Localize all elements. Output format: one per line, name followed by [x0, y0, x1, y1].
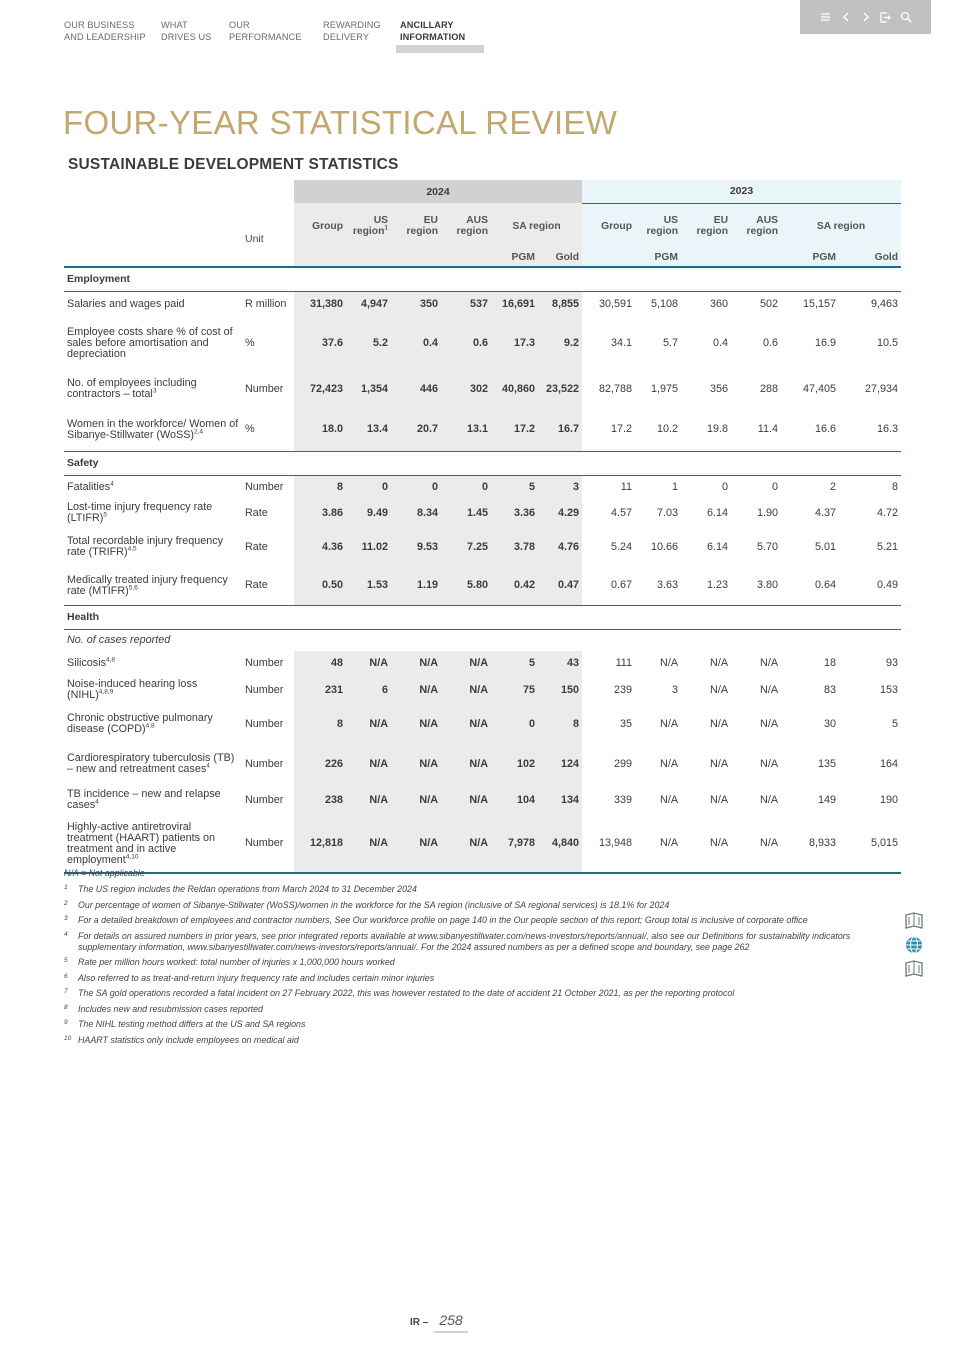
- cell: 6.14: [707, 540, 729, 553]
- row-label: Cardiorespiratory tuberculosis (TB) – new and retreatment cases$^4$: [67, 752, 235, 775]
- cell: 75: [491, 675, 538, 705]
- cell: 18.0: [294, 409, 346, 451]
- col-sa-region: SA region: [781, 203, 901, 249]
- cell: 0.6: [441, 317, 491, 369]
- cell: 4.76: [538, 527, 582, 567]
- cell: N/A: [710, 656, 729, 669]
- page-title: FOUR-YEAR STATISTICAL REVIEW: [63, 104, 618, 141]
- nav-our-performance[interactable]: [229, 19, 323, 43]
- footnote: 7 The SA gold operations recorded a fatal incident on 27 February 2022, this was however restated to the date of accident 21 October 2021, as per the reporting protocol: [64, 988, 735, 998]
- row-unit: Rate: [245, 506, 268, 519]
- table-row: [64, 743, 901, 785]
- cell: 3.63: [657, 579, 679, 592]
- cell: N/A: [391, 651, 441, 675]
- cell: 17.2: [491, 409, 538, 451]
- row-label: Highly-active antiretroviral treatment (HAART) patients on treatment and in active employment$^{4,10}$: [64, 815, 242, 873]
- row-label: Chronic obstructive pulmonary disease (COPD)$^{4,8}$: [67, 712, 213, 735]
- cell: 4,947: [346, 291, 391, 317]
- cell: 20.7: [391, 409, 441, 451]
- cell: 11: [620, 480, 633, 493]
- footnote: 10 HAART statistics only include employees on medical aid: [64, 1034, 299, 1045]
- row-unit: Rate: [245, 540, 268, 553]
- chevron-right-icon[interactable]: [858, 8, 874, 26]
- cell: 9.2: [538, 317, 582, 369]
- cell: N/A: [346, 743, 391, 785]
- cell: 8: [294, 705, 346, 743]
- row-unit: Rate: [245, 579, 268, 592]
- toolbar: [800, 0, 931, 34]
- cell: 1,975: [650, 382, 679, 395]
- cell: 1,354: [346, 369, 391, 409]
- table-row: [64, 651, 901, 675]
- cell: 0: [772, 480, 779, 493]
- cell: 48: [294, 651, 346, 675]
- col-gold: Gold: [839, 249, 901, 267]
- cell: 5.80: [441, 567, 491, 605]
- cell: 23,522: [538, 369, 582, 409]
- cell: 164: [880, 757, 899, 770]
- cell: 4.37: [815, 506, 837, 519]
- cell: 350: [391, 291, 441, 317]
- cell: 30,591: [598, 297, 633, 310]
- cell: 34.1: [611, 336, 633, 349]
- cell: 13.1: [441, 409, 491, 451]
- footnote: 2 Our percentage of women of Sibanye-Stillwater (WoSS)/women in the workforce for the SA region (inclusive of SA regional services) is 18.1% for 2024: [64, 899, 670, 910]
- col-group: Group: [294, 203, 346, 249]
- cell: 5: [491, 475, 538, 499]
- cell: 339: [614, 793, 633, 806]
- cell: 302: [441, 369, 491, 409]
- cell: N/A: [441, 815, 491, 873]
- cell: 0: [391, 475, 441, 499]
- page-number: 258: [434, 1312, 467, 1333]
- cell: 0: [441, 475, 491, 499]
- cell: N/A: [441, 675, 491, 705]
- cell: 1.45: [441, 499, 491, 527]
- cell: N/A: [710, 683, 729, 696]
- cell: 226: [294, 743, 346, 785]
- cell: 299: [614, 757, 633, 770]
- menu-icon[interactable]: [818, 8, 834, 26]
- cell: N/A: [441, 651, 491, 675]
- col-us-region: US region$^1$: [346, 203, 391, 249]
- cell: 17.2: [611, 423, 633, 436]
- footnote: 3 For a detailed breakdown of employees and contractor numbers, See Our workforce profile on page 140 in the Our people section of this report; Group total is inclusive of corporate office: [64, 915, 808, 925]
- cell: 0.4: [713, 336, 729, 349]
- cell: N/A: [346, 705, 391, 743]
- cell: 190: [880, 793, 899, 806]
- nav-label: OUR: [229, 20, 250, 30]
- cell: N/A: [441, 743, 491, 785]
- cell: 231: [294, 675, 346, 705]
- nav-label: DRIVES US: [161, 32, 212, 42]
- table-row: [64, 317, 901, 369]
- cell: N/A: [760, 717, 779, 730]
- cell: 0.4: [391, 317, 441, 369]
- cell: 1.90: [757, 506, 779, 519]
- row-unit: %: [245, 423, 255, 436]
- section-health: Health: [64, 605, 901, 629]
- row-unit: Number: [245, 683, 284, 696]
- cell: 1: [672, 480, 679, 493]
- row-label: Silicosis$^{4,8}$: [67, 655, 116, 669]
- cell: N/A: [660, 757, 679, 770]
- cell: 40,860: [491, 369, 538, 409]
- col-pgm: PGM: [781, 249, 839, 267]
- nav-ancillary-information[interactable]: [400, 19, 490, 43]
- subsection-cases-reported: No. of cases reported: [67, 633, 171, 646]
- cell: 12,818: [294, 815, 346, 873]
- top-navigation: [64, 19, 490, 43]
- cell: 0.67: [611, 579, 633, 592]
- cell: 3.80: [757, 579, 779, 592]
- cell: 1.23: [707, 579, 729, 592]
- footnote: 8 Includes new and resubmission cases reported: [64, 1003, 263, 1014]
- col-eu-region: EU region: [681, 203, 731, 249]
- cell: 16.3: [877, 423, 899, 436]
- globe-icon[interactable]: [904, 935, 924, 955]
- cell: 8.34: [391, 499, 441, 527]
- cell: N/A: [760, 656, 779, 669]
- cell: 0.50: [294, 567, 346, 605]
- nav-label: AND LEADERSHIP: [64, 32, 146, 42]
- cell: N/A: [391, 785, 441, 815]
- cell: N/A: [710, 717, 729, 730]
- cell: 135: [818, 757, 837, 770]
- cell: 7.25: [441, 527, 491, 567]
- row-label: Salaries and wages paid: [67, 297, 185, 310]
- row-unit: Number: [245, 656, 284, 669]
- cell: 0.64: [815, 579, 837, 592]
- table-row: [64, 705, 901, 743]
- cell: 1.19: [391, 567, 441, 605]
- cell: 9,463: [871, 297, 899, 310]
- cell: 0.49: [877, 579, 899, 592]
- cell: 5: [892, 717, 899, 730]
- year-header-2024: 2024: [294, 180, 582, 203]
- cell: 0.42: [491, 567, 538, 605]
- row-label: Fatalities$^4$: [67, 480, 114, 493]
- table-row: [64, 499, 901, 527]
- cell: 149: [818, 793, 837, 806]
- row-label: Employee costs share % of cost of sales before amortisation and depreciation: [67, 325, 233, 360]
- cell: N/A: [660, 793, 679, 806]
- cell: 5,108: [650, 297, 679, 310]
- nav-what-drives-us[interactable]: [161, 19, 229, 43]
- col-us-region: US region: [635, 203, 681, 249]
- cell: 7.03: [657, 506, 679, 519]
- cell: 4,840: [538, 815, 582, 873]
- table-row: [64, 369, 901, 409]
- cell: 5,015: [839, 815, 901, 873]
- nav-label: REWARDING: [323, 20, 381, 30]
- table-row: [64, 527, 901, 567]
- cell: 10.2: [657, 423, 679, 436]
- cell: 4.29: [538, 499, 582, 527]
- cell: 9.49: [346, 499, 391, 527]
- cell: 5.01: [815, 540, 837, 553]
- cell: N/A: [710, 793, 729, 806]
- cell: 8,855: [538, 291, 582, 317]
- row-label: Noise-induced hearing loss (NIHL)$^{4,8,9}$: [67, 678, 198, 701]
- cell: 30: [824, 717, 837, 730]
- cell: 8: [538, 705, 582, 743]
- footnote: 6 Also referred to as treat-and-return injury frequency rate and includes certain minor injuries: [64, 972, 435, 983]
- table-row: [64, 475, 901, 499]
- cell: 37.6: [294, 317, 346, 369]
- cell: 150: [538, 675, 582, 705]
- cell: 8: [892, 480, 899, 493]
- cell: 537: [441, 291, 491, 317]
- cell: N/A: [660, 656, 679, 669]
- cell: 72,423: [294, 369, 346, 409]
- row-unit: %: [245, 336, 255, 349]
- cell: 6.14: [707, 506, 729, 519]
- cell: 13.4: [346, 409, 391, 451]
- cell: 153: [880, 683, 899, 696]
- cell: 0: [491, 705, 538, 743]
- cell: N/A: [731, 815, 781, 873]
- table-row: [64, 815, 901, 873]
- active-nav-indicator: [396, 45, 484, 53]
- cell: N/A: [441, 785, 491, 815]
- cell: 16.6: [815, 423, 837, 436]
- cell: N/A: [391, 743, 441, 785]
- cell: 16.7: [538, 409, 582, 451]
- col-eu-region: EU region: [391, 203, 441, 249]
- year-header-2023: 2023: [582, 180, 901, 203]
- row-unit: Number: [245, 757, 284, 770]
- cell: 10.66: [650, 540, 679, 553]
- cell: N/A: [660, 717, 679, 730]
- row-label: TB incidence – new and relapse cases$^4$: [67, 788, 221, 811]
- cell: 13,948: [582, 815, 635, 873]
- page-footer: [410, 1312, 468, 1333]
- cell: 43: [538, 651, 582, 675]
- cell: 82,788: [598, 382, 633, 395]
- footnote: 5 Rate per million hours worked: total number of injuries x 1,000,000 hours worked: [64, 957, 395, 967]
- cell: N/A: [346, 651, 391, 675]
- cell: 2: [830, 480, 837, 493]
- cell: 4.57: [611, 506, 633, 519]
- cell: 10.5: [877, 336, 899, 349]
- nav-our-business[interactable]: [64, 19, 161, 43]
- book-icon[interactable]: [904, 911, 924, 931]
- cell: 288: [760, 382, 779, 395]
- report-prefix: IR –: [410, 1317, 429, 1328]
- cell: 356: [710, 382, 729, 395]
- cell: 5.24: [611, 540, 633, 553]
- row-unit: Number: [245, 480, 284, 493]
- nav-label: WHAT: [161, 20, 188, 30]
- col-aus-region: AUS region: [441, 203, 491, 249]
- cell: 8: [294, 475, 346, 499]
- row-unit: Number: [245, 793, 284, 806]
- cell: 17.3: [491, 317, 538, 369]
- row-label: Total recordable injury frequency rate (TRIFR)$^{4,5}$: [67, 535, 224, 558]
- cell: N/A: [441, 705, 491, 743]
- statistics-table: [64, 180, 901, 874]
- cell: 3.36: [491, 499, 538, 527]
- row-unit: R million: [245, 297, 287, 310]
- cell: N/A: [760, 793, 779, 806]
- cell: 16,691: [491, 291, 538, 317]
- row-label: Lost-time injury frequency rate (LTIFR)$^5$: [67, 501, 213, 524]
- cell: 0.6: [763, 336, 779, 349]
- cell: 5.7: [663, 336, 679, 349]
- cell: 111: [615, 656, 633, 669]
- col-unit: Unit: [242, 233, 294, 251]
- cell: 11.4: [757, 423, 779, 436]
- cell: N/A: [346, 815, 391, 873]
- cell: 7,978: [491, 815, 538, 873]
- section-safety: Safety: [64, 451, 901, 475]
- row-unit: Number: [245, 382, 284, 395]
- cell: 5: [491, 651, 538, 675]
- cell: 238: [294, 785, 346, 815]
- cell: 134: [538, 785, 582, 815]
- section-employment: Employment: [64, 267, 901, 291]
- table-row: [64, 785, 901, 815]
- col-pgm: PGM: [635, 249, 681, 267]
- col-gold: Gold: [538, 249, 582, 267]
- cell: 5.70: [757, 540, 779, 553]
- cell: 19.8: [707, 423, 729, 436]
- cell: 3: [538, 475, 582, 499]
- cell: N/A: [710, 757, 729, 770]
- side-icons: [903, 911, 925, 979]
- table-row: [64, 409, 901, 451]
- cell: 15,157: [802, 297, 837, 310]
- row-label: Medically treated injury frequency rate (MTIFR)$^{5,6}$: [67, 573, 228, 597]
- table-row: [64, 567, 901, 605]
- footnote: 1 The US region includes the Reldan operations from March 2024 to 31 December 2024: [64, 884, 417, 894]
- cell: 124: [538, 743, 582, 785]
- table-row: [64, 675, 901, 705]
- cell: N/A: [346, 785, 391, 815]
- nav-label: INFORMATION: [400, 32, 466, 42]
- row-unit: Number: [245, 717, 284, 730]
- cell: 93: [886, 656, 899, 669]
- cell: 6: [346, 675, 391, 705]
- row-label: Women in the workforce/ Women of Sibanye-Stillwater (WoSS)$^{2,4}$: [67, 417, 239, 441]
- cell: 3.78: [491, 527, 538, 567]
- footnotes: [64, 868, 894, 1050]
- cell: 360: [710, 297, 729, 310]
- cell: N/A: [760, 683, 779, 696]
- search-icon[interactable]: [898, 8, 914, 26]
- cell: 1.53: [346, 567, 391, 605]
- nav-label: DELIVERY: [323, 32, 370, 42]
- table-row: [64, 291, 901, 317]
- col-sa-region: SA region: [491, 203, 582, 249]
- cell: 0: [722, 480, 729, 493]
- cell: 35: [620, 717, 633, 730]
- cell: 83: [824, 683, 837, 696]
- col-aus-region: AUS region: [731, 203, 781, 249]
- cell: 0: [346, 475, 391, 499]
- footnote: 4 For details on assured numbers in prior years, see prior integrated reports available at www.sibanyestillwater.com/news-investors/reports/annual/, also see our Definitions for sustainability indicators supplementary information, www.sibanyestillwater.com/news-investors/reports/annual/. For the 2024 assured numbers as per a defined scope and boundary, see page 262: [64, 930, 851, 952]
- cell: N/A: [760, 757, 779, 770]
- cell: 102: [491, 743, 538, 785]
- exit-icon[interactable]: [878, 8, 894, 26]
- cell: 11.02: [346, 527, 391, 567]
- cell: 104: [491, 785, 538, 815]
- cell: 27,934: [865, 382, 899, 395]
- row-label: No. of employees including contractors – total$^3$: [67, 377, 197, 400]
- cell: 5.21: [877, 540, 899, 553]
- chevron-left-icon[interactable]: [838, 8, 854, 26]
- cell: N/A: [681, 815, 731, 873]
- section-title: SUSTAINABLE DEVELOPMENT STATISTICS: [68, 156, 399, 173]
- nav-label: PERFORMANCE: [229, 32, 302, 42]
- nav-rewarding-delivery[interactable]: [323, 19, 400, 43]
- nav-label: ANCILLARY: [400, 20, 454, 30]
- cell: N/A: [635, 815, 681, 873]
- cell: 5.2: [346, 317, 391, 369]
- cell: 47,405: [802, 382, 837, 395]
- cell: 3.86: [294, 499, 346, 527]
- cell: 446: [391, 369, 441, 409]
- cell: 18: [824, 656, 837, 669]
- cell: N/A: [391, 675, 441, 705]
- cell: 16.9: [815, 336, 837, 349]
- footnote-na: N/A = Not applicable: [64, 868, 145, 878]
- cell: 4.36: [294, 527, 346, 567]
- cell: 9.53: [391, 527, 441, 567]
- cell: 239: [614, 683, 633, 696]
- cell: 502: [760, 297, 779, 310]
- cell: 8,933: [781, 815, 839, 873]
- cell: 31,380: [294, 291, 346, 317]
- nav-label: OUR BUSINESS: [64, 20, 135, 30]
- cell: 0.47: [538, 567, 582, 605]
- cell: N/A: [391, 815, 441, 873]
- cell: 4.72: [877, 506, 899, 519]
- cell: N/A: [391, 705, 441, 743]
- row-unit: Number: [242, 815, 294, 873]
- cell: 3: [672, 683, 679, 696]
- footnote: 9 The NIHL testing method differs at the US and SA regions: [64, 1019, 306, 1029]
- col-group: Group: [582, 203, 635, 249]
- col-pgm: PGM: [491, 249, 538, 267]
- book-icon[interactable]: [904, 959, 924, 979]
